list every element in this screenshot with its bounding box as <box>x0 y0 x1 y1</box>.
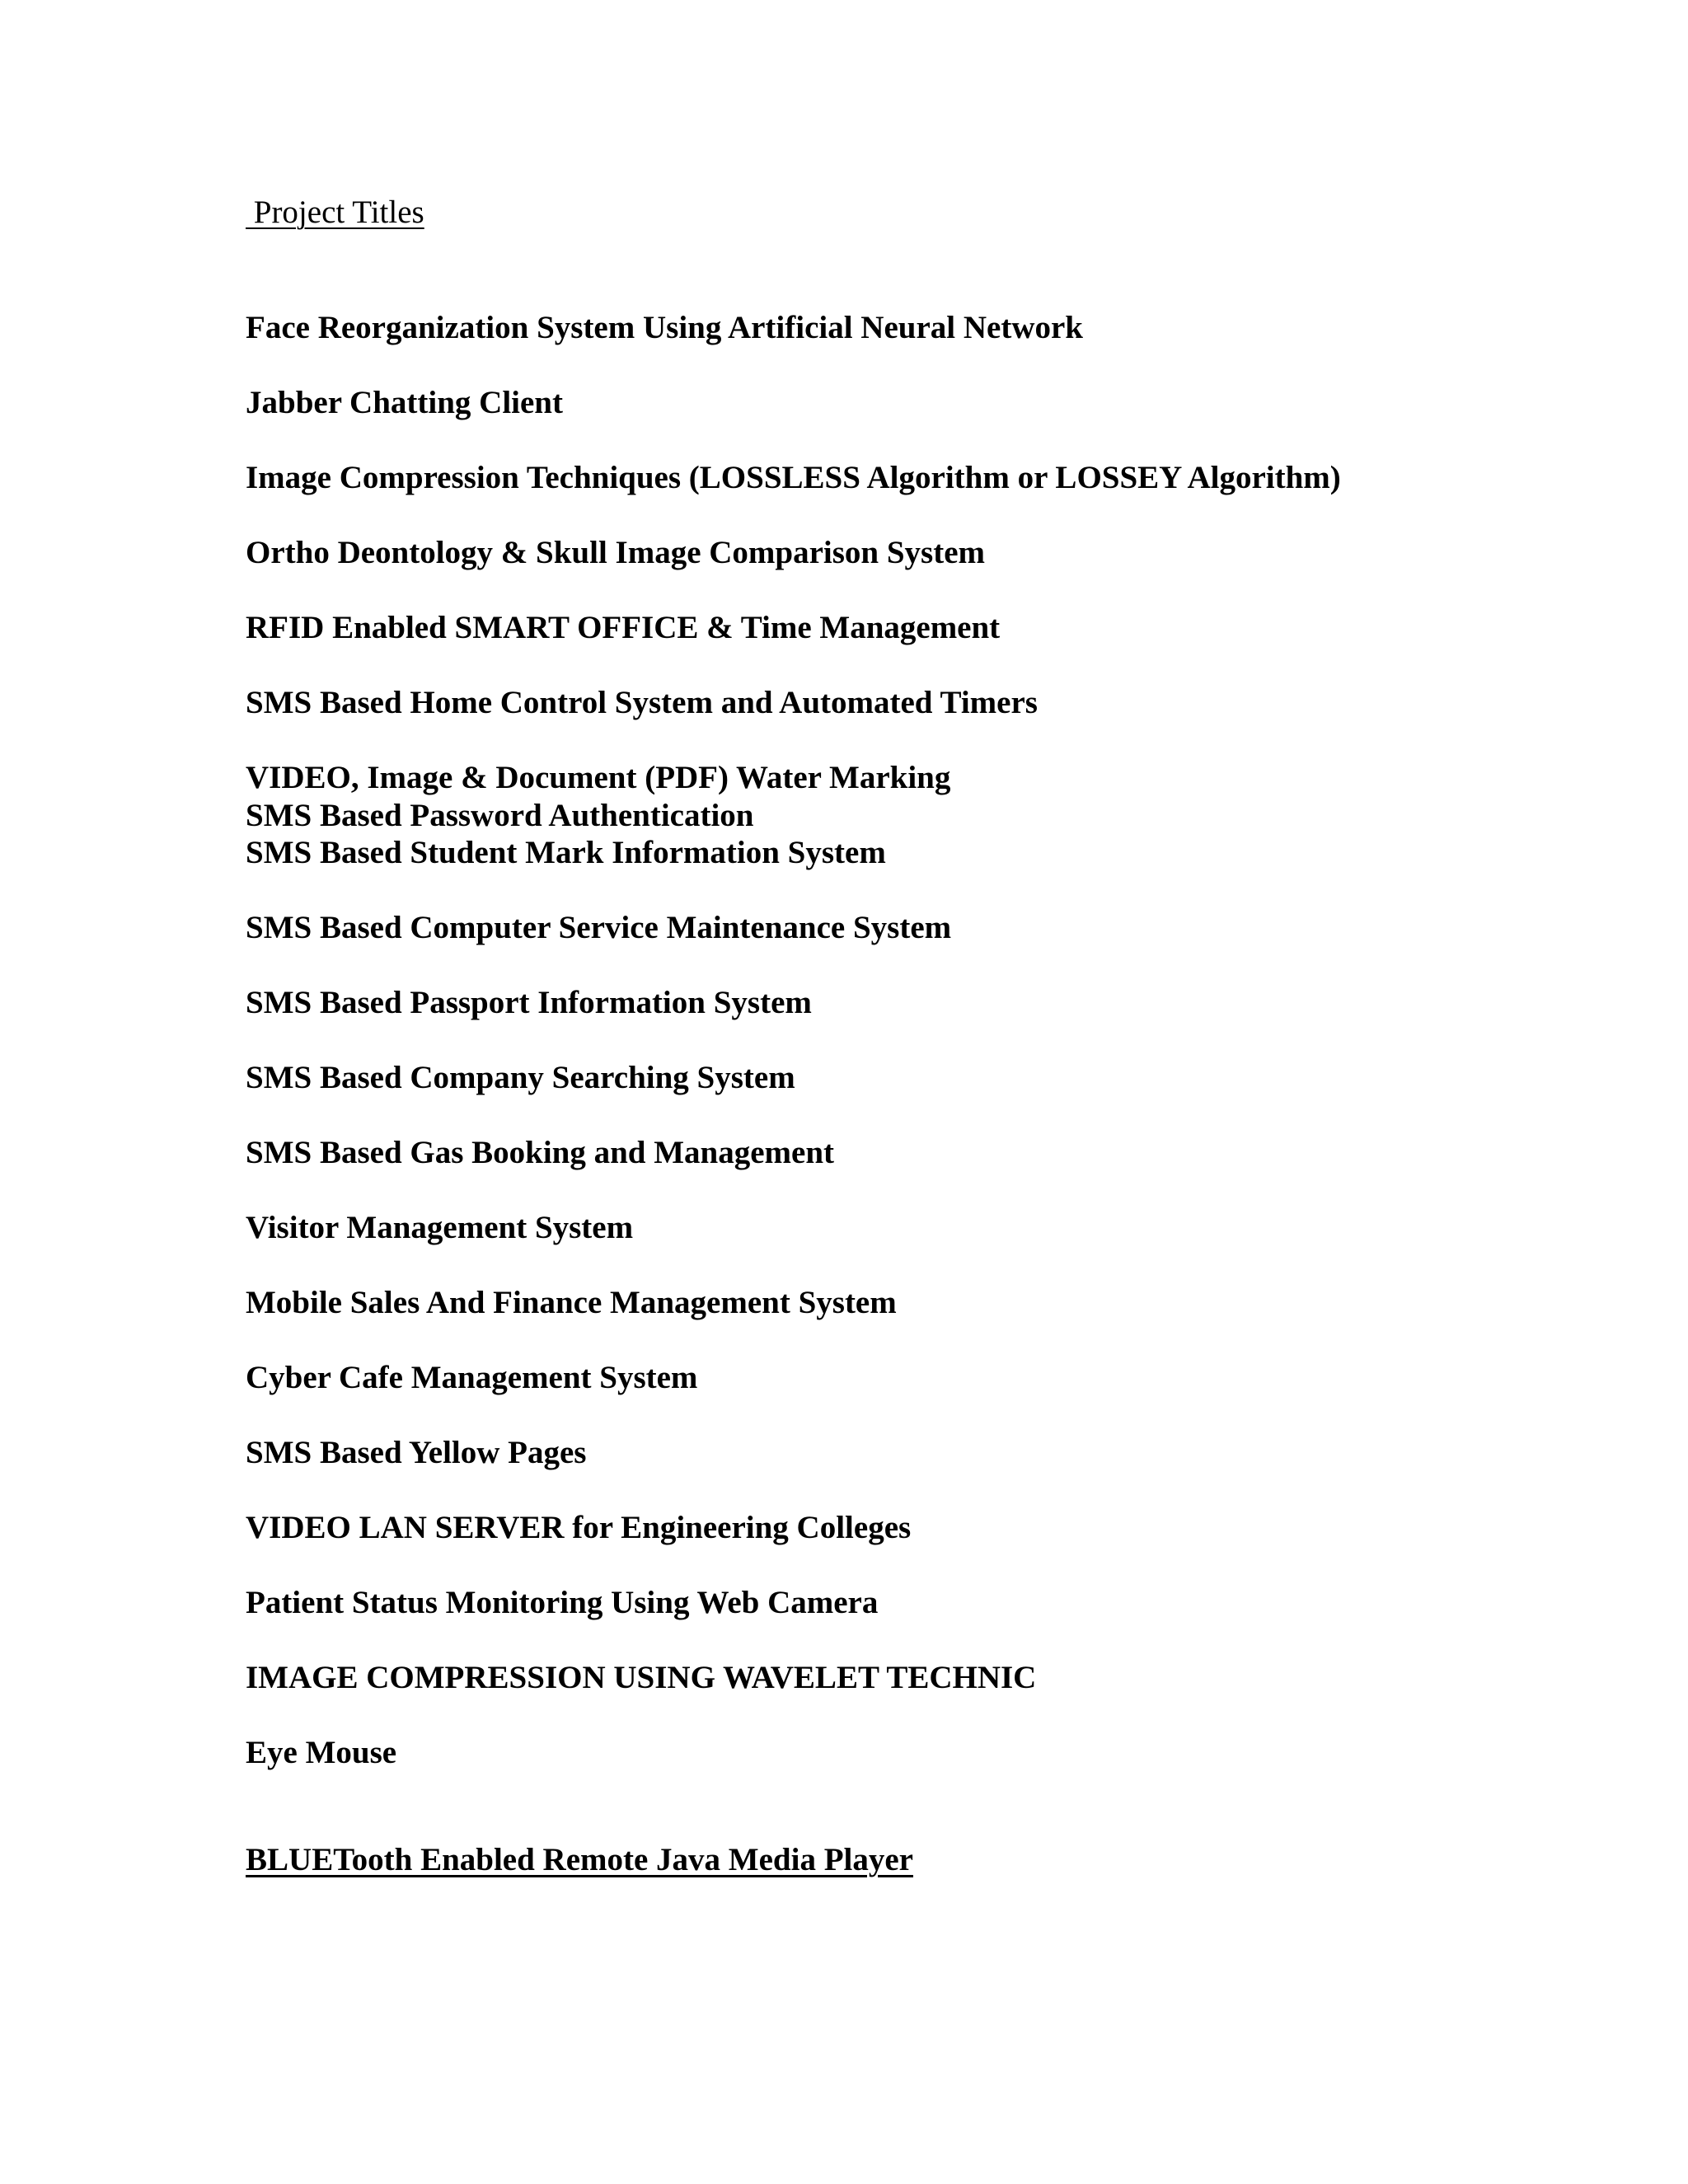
project-title: Mobile Sales And Finance Management System <box>246 1285 897 1320</box>
project-title: Visitor Management System <box>246 1210 634 1245</box>
project-title: Patient Status Monitoring Using Web Camera <box>246 1585 879 1620</box>
project-title: VIDEO, Image & Document (PDF) Water Marking <box>246 760 951 795</box>
project-title: SMS Based Passport Information System <box>246 985 812 1020</box>
project-title: SMS Based Student Mark Information System <box>246 835 886 870</box>
project-title: SMS Based Password Authentication <box>246 798 754 833</box>
project-title: SMS Based Computer Service Maintenance System <box>246 910 952 945</box>
project-title: SMS Based Company Searching System <box>246 1060 795 1095</box>
project-title: SMS Based Home Control System and Automated Timers <box>246 685 1038 720</box>
project-title: Ortho Deontology & Skull Image Comparison System <box>246 535 986 570</box>
project-title: Eye Mouse <box>246 1735 397 1770</box>
project-title: Cyber Cafe Management System <box>246 1360 698 1395</box>
project-title: VIDEO LAN SERVER for Engineering Colleges <box>246 1510 912 1545</box>
project-title: Image Compression Techniques (LOSSLESS Algorithm or LOSSEY Algorithm) <box>246 460 1341 495</box>
project-title: SMS Based Yellow Pages <box>246 1435 587 1470</box>
project-title: SMS Based Gas Booking and Management <box>246 1135 835 1170</box>
project-title: IMAGE COMPRESSION USING WAVELET TECHNIC <box>246 1660 1037 1695</box>
page-title: Project Titles <box>246 194 424 230</box>
project-title: RFID Enabled SMART OFFICE & Time Management <box>246 610 1001 645</box>
project-title: Jabber Chatting Client <box>246 385 563 420</box>
project-title: BLUETooth Enabled Remote Java Media Player <box>246 1842 913 1877</box>
project-title: Face Reorganization System Using Artificial Neural Network <box>246 310 1083 345</box>
